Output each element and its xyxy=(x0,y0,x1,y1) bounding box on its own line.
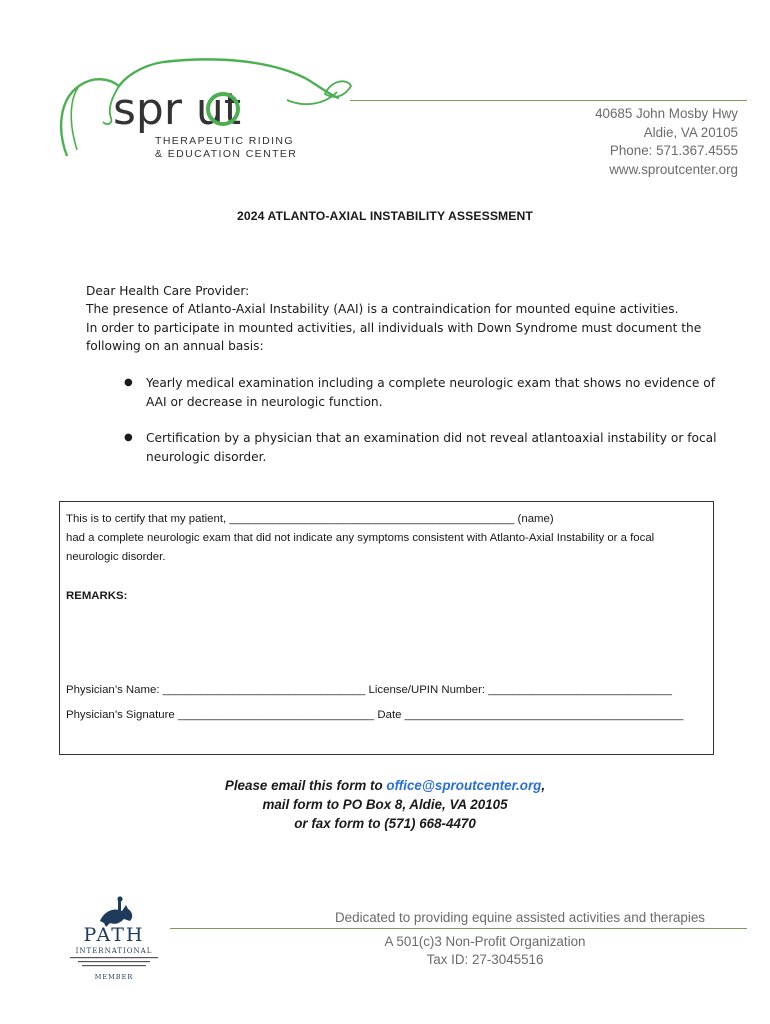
address-street: 40685 John Mosby Hwy xyxy=(595,106,738,121)
submission-instructions xyxy=(0,777,770,833)
physician-row-1 xyxy=(66,684,672,696)
path-sub: INTERNATIONAL xyxy=(75,947,153,955)
fax-instruction: or fax form to (571) 668-4470 xyxy=(294,815,476,831)
nonprofit-info xyxy=(360,933,610,969)
physician-name-field[interactable]: Physician’s Name: ________________________________ xyxy=(66,684,366,696)
physician-row-2 xyxy=(66,709,683,721)
cert-statement-line: neurologic disorder. xyxy=(66,551,166,563)
intro-line-1: The presence of Atlanto-Axial Instability (AAI) is a contraindication for mounted equine activities. xyxy=(86,302,679,316)
path-name: PATH xyxy=(83,924,145,946)
remarks-label[interactable]: REMARKS: xyxy=(66,590,128,602)
address-phone: Phone: 571.367.4555 xyxy=(609,143,738,158)
email-suffix: , xyxy=(541,778,546,793)
list-item xyxy=(124,429,724,466)
license-field[interactable]: License/UPIN Number: _____________________________ xyxy=(368,684,672,696)
bullet-text: Certification by a physician that an examination did not reveal atlantoaxial instability or focal neurologic disorder. xyxy=(146,431,717,464)
intro-paragraph xyxy=(86,300,726,356)
address-block xyxy=(595,105,738,179)
list-item xyxy=(124,374,724,411)
logo-word: spr ut xyxy=(113,84,242,135)
patient-name-field[interactable]: This is to certify that my patient, _____________________________________________ (name) xyxy=(66,513,554,525)
date-field[interactable]: Date ____________________________________________ xyxy=(377,709,684,721)
physician-signature-field[interactable]: Physician’s Signature _______________________________ xyxy=(66,709,375,721)
path-international-logo xyxy=(64,893,164,985)
email-prefix: Please email this form to xyxy=(224,778,387,793)
logo-tagline-1: THERAPEUTIC RIDING xyxy=(155,135,294,147)
tax-id: Tax ID: 27-3045516 xyxy=(426,952,544,967)
mail-instruction: mail form to PO Box 8, Aldie, VA 20105 xyxy=(262,796,508,812)
horse-rider-icon xyxy=(100,896,132,927)
sprout-logo xyxy=(55,52,355,164)
dedicated-tagline: Dedicated to providing equine assisted activities and therapies xyxy=(335,910,705,925)
salutation: Dear Health Care Provider: xyxy=(86,284,250,298)
address-city: Aldie, VA 20105 xyxy=(643,124,738,140)
email-link[interactable]: office@sproutcenter.org xyxy=(386,778,542,793)
header-divider xyxy=(350,100,747,101)
path-member: MEMBER xyxy=(94,973,134,981)
logo-tagline-2: & EDUCATION CENTER xyxy=(155,148,298,160)
bullet-text: Yearly medical examination including a complete neurologic exam that shows no evidence of AAI or decrease in neurologic function. xyxy=(146,376,716,409)
address-website[interactable]: www.sproutcenter.org xyxy=(609,161,738,177)
certification-box xyxy=(59,501,714,755)
cert-statement-line: had a complete neurologic exam that did not indicate any symptoms consistent with Atlanto-Axial Instability or a focal xyxy=(66,532,655,544)
bullet-icon: ● xyxy=(124,377,133,388)
intro-line-2: In order to participate in mounted activities, all individuals with Down Syndrome must document the following on an annual basis: xyxy=(86,320,702,353)
page-title: 2024 ATLANTO-AXIAL INSTABILITY ASSESSMENT xyxy=(237,209,533,223)
bullet-icon: ● xyxy=(124,432,133,443)
nonprofit-label: A 501(c)3 Non-Profit Organization xyxy=(384,934,586,949)
footer-divider xyxy=(170,928,747,929)
